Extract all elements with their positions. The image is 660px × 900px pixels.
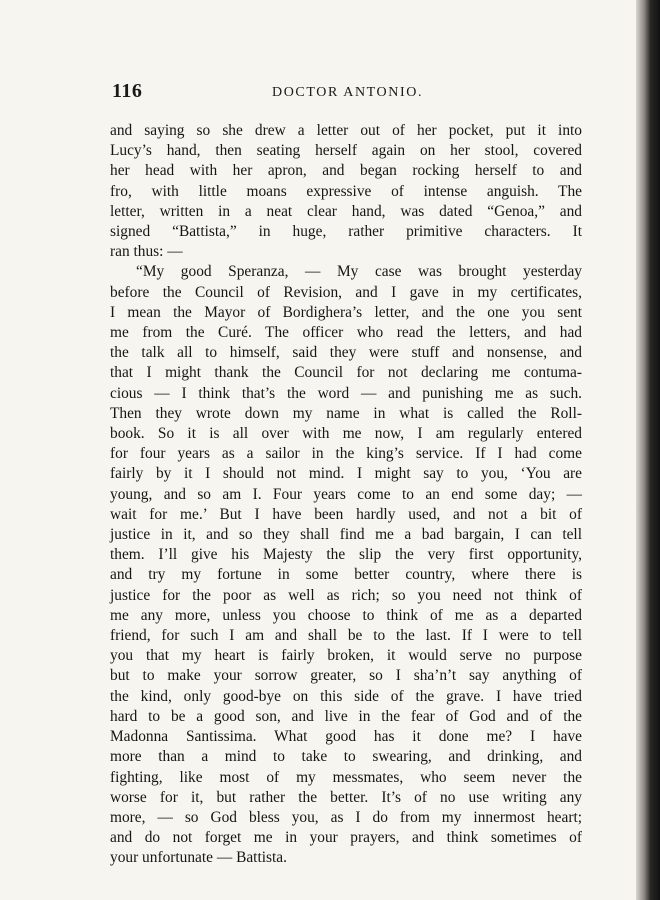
text-line: and saying so she drew a letter out of her pocket, put it into <box>110 122 582 139</box>
text-line: before the Council of Revision, and I gave in my certificates, <box>110 283 582 301</box>
running-head: DOCTOR ANTONIO. <box>272 85 424 100</box>
text-line: book. So it is all over with me now, I am regularly entered <box>110 425 582 443</box>
text-line: your unfortunate — Battista. <box>110 849 287 867</box>
text-line: friend, for such I am and shall be to the last. If I were to tell <box>110 627 582 645</box>
paragraph-narrative <box>110 121 582 262</box>
text-line: and do not forget me in your prayers, and think sometimes of <box>110 829 582 847</box>
text-line: you that my heart is fairly broken, it would serve no purpose <box>110 647 582 665</box>
page-number: 116 <box>112 80 143 102</box>
text-line: fighting, like most of my messmates, who seem never the <box>110 768 582 786</box>
text-line: and try my fortune in some better country, where there is <box>110 566 582 584</box>
body-text <box>110 121 582 869</box>
book-spine-edge <box>636 0 660 900</box>
text-line: “My good Speranza, — My case was brought yesterday <box>136 263 582 281</box>
text-line: Then they wrote down my name in what is called the Roll- <box>110 404 582 422</box>
text-line: me from the Curé. The officer who read the letters, and had <box>110 324 582 342</box>
text-line: letter, written in a neat clear hand, was dated “Genoa,” and <box>110 202 582 220</box>
text-line: ran thus: — <box>110 243 183 261</box>
text-line: more, — so God bless you, as I do from my innermost heart; <box>110 808 582 826</box>
text-line: justice in it, and so they shall find me a bad bargain, I can tell <box>110 526 582 544</box>
text-line: them. I’ll give his Majesty the slip the very first opportunity, <box>110 546 582 564</box>
text-line: for four years as a sailor in the king’s service. If I had come <box>110 445 582 463</box>
text-line: her head with her apron, and began rocking herself to and <box>110 162 582 180</box>
text-line: fro, with little moans expressive of intense anguish. The <box>110 182 582 200</box>
text-line: me any more, unless you choose to think of me as a departed <box>110 606 582 624</box>
text-line: but to make your sorrow greater, so I sha’n’t say anything of <box>110 667 582 685</box>
text-line: justice for the poor as well as rich; so you need not think of <box>110 586 582 604</box>
text-line: Madonna Santissima. What good has it done me? I have <box>110 728 582 746</box>
page-header <box>112 80 582 106</box>
text-line: signed “Battista,” in huge, rather primitive characters. It <box>110 223 582 241</box>
text-line: wait for me.’ But I have been hardly used, and not a bit of <box>110 505 582 523</box>
text-line: the kind, only good-bye on this side of the grave. I have tried <box>110 687 582 705</box>
text-line: more than a mind to take to swearing, and drinking, and <box>110 748 582 766</box>
text-line: young, and so am I. Four years come to an end some day; — <box>110 485 582 503</box>
text-line: Lucy’s hand, then seating herself again on her stool, covered <box>110 142 582 160</box>
text-line: fairly by it I should not mind. I might say to you, ‘You are <box>110 465 582 483</box>
text-line: hard to be a good son, and live in the fear of God and of the <box>110 707 582 725</box>
paragraph-letter <box>110 262 582 868</box>
text-line: worse for it, but rather the better. It’s of no use writing any <box>110 788 582 806</box>
text-line: that I might thank the Council for not declaring me contuma- <box>110 364 582 382</box>
text-line: I mean the Mayor of Bordighera’s letter, and the one you sent <box>110 303 582 321</box>
text-line: the talk all to himself, said they were stuff and nonsense, and <box>110 344 582 362</box>
text-line: cious — I think that’s the word — and punishing me as such. <box>110 384 582 402</box>
